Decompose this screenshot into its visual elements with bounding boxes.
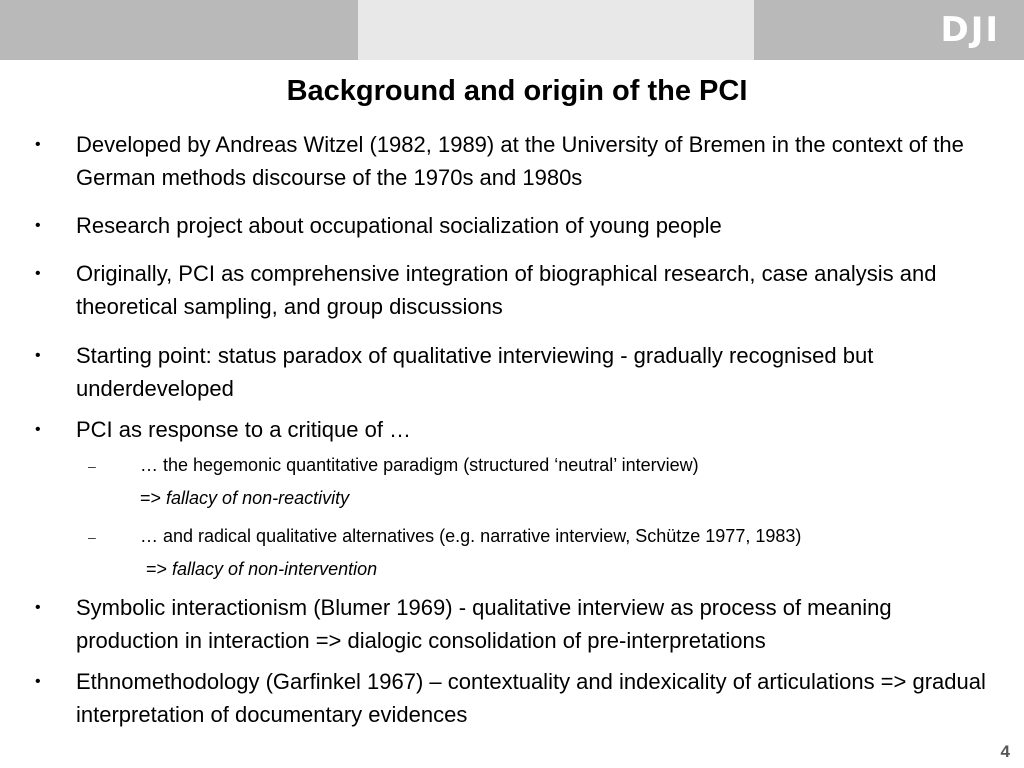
conclusion-text: fallacy of non-reactivity xyxy=(166,488,350,508)
bullet-item xyxy=(0,257,1024,323)
bullet-item xyxy=(0,209,1024,242)
sub-item-text: … and radical qualitative alternatives (e.g. narrative interview, Schütze 1977, 1983) xyxy=(140,526,802,546)
dash-marker: – xyxy=(88,458,96,474)
dji-logo: DJI xyxy=(940,10,1000,50)
header-band-highlight xyxy=(358,0,754,60)
dash-marker: – xyxy=(88,529,96,545)
bullet-marker: • xyxy=(35,265,41,282)
sub-item-text: … the hegemonic quantitative paradigm (structured ‘neutral’ interview) xyxy=(140,455,699,475)
conclusion-text: fallacy of non-intervention xyxy=(172,559,378,579)
bullet-item xyxy=(0,665,1024,731)
sub-item-conclusion xyxy=(0,553,1024,586)
bullet-text: Symbolic interactionism (Blumer 1969) - qualitative interview as process of meaning production in interaction => dialogic consolidation of pre-interpretations xyxy=(76,595,892,653)
arrow-text: => xyxy=(146,559,173,579)
bullet-marker: • xyxy=(35,599,41,616)
bullet-text: Originally, PCI as comprehensive integration of biographical research, case analysis and theoretical sampling, and group discussions xyxy=(76,261,937,319)
bullet-item xyxy=(0,413,1024,446)
bullet-text: Research project about occupational socialization of young people xyxy=(76,213,722,238)
bullet-marker: • xyxy=(35,217,41,234)
sub-item-conclusion xyxy=(0,482,1024,515)
bullet-marker: • xyxy=(35,347,41,364)
sub-item xyxy=(0,520,1024,553)
arrow-text: => xyxy=(140,488,167,508)
bullet-marker: • xyxy=(35,136,41,153)
bullet-text: Developed by Andreas Witzel (1982, 1989) at the University of Bremen in the context of the German methods discourse of the 1970s and 1980s xyxy=(76,132,964,190)
bullet-item xyxy=(0,591,1024,657)
bullet-marker: • xyxy=(35,673,41,690)
bullet-marker: • xyxy=(35,421,41,438)
bullet-text: Ethnomethodology (Garfinkel 1967) – contextuality and indexicality of articulations => gradual interpretation of documentary evidences xyxy=(76,669,986,727)
sub-item xyxy=(0,449,1024,482)
bullet-text: PCI as response to a critique of … xyxy=(76,417,412,442)
bullet-item xyxy=(0,339,1024,405)
slide-title: Background and origin of the PCI xyxy=(286,75,748,107)
page-number: 4 xyxy=(1000,742,1010,761)
bullet-item xyxy=(0,128,1024,194)
bullet-text: Starting point: status paradox of qualitative interviewing - gradually recognised but underdeveloped xyxy=(76,343,874,401)
slide-content xyxy=(0,128,1024,731)
